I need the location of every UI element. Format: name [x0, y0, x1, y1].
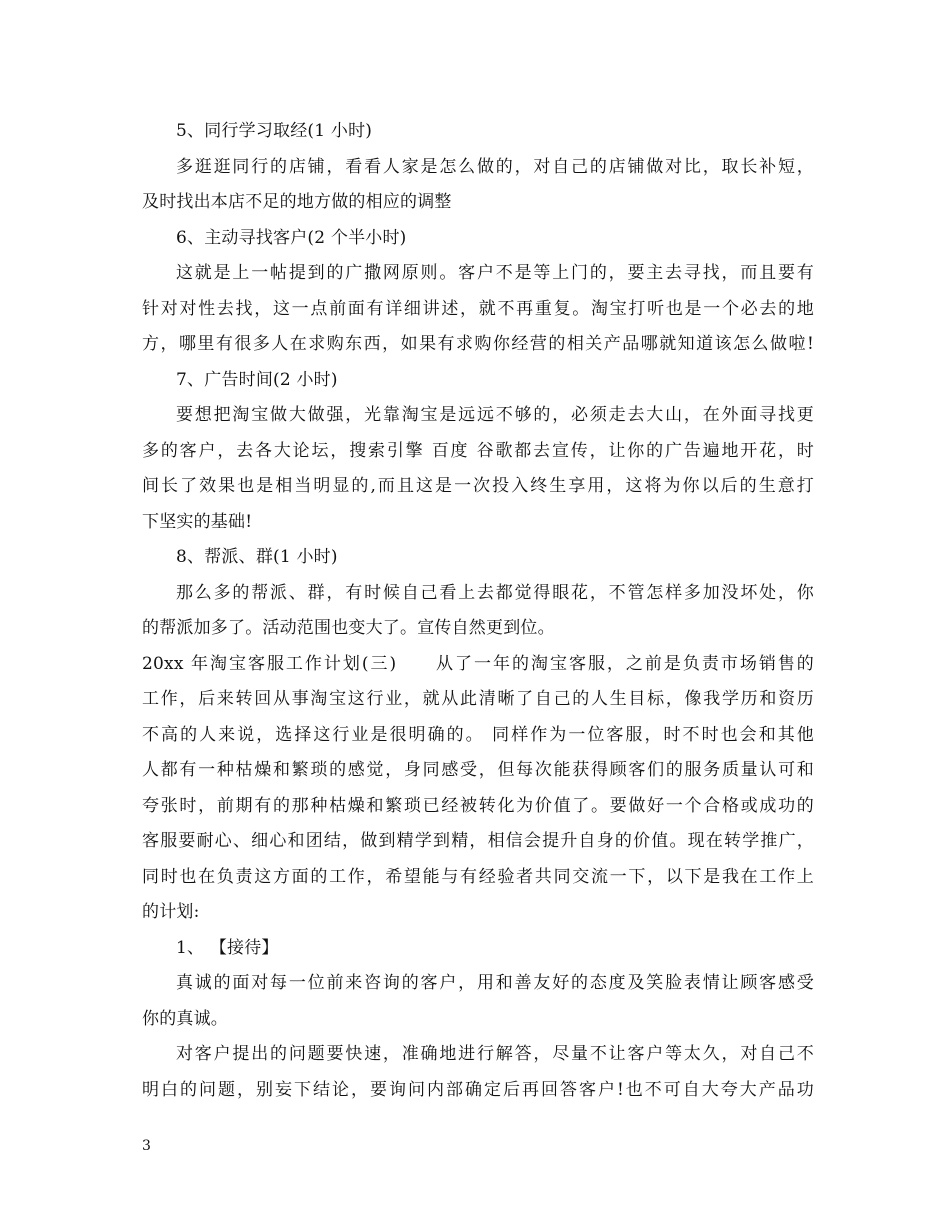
paragraph-line: 的计划: — [142, 902, 200, 922]
paragraph-line: 人都有一种枯燥和繁琐的感觉，身同感受，但每次能获得顾客们的服务质量认可和 — [142, 760, 814, 780]
paragraph-line: 的帮派加多了。活动范围也变大了。宣传自然更到位。 — [142, 618, 555, 638]
paragraph-line: 不高的人来说，选择这行业是很明确的。 同样作为一位客服，时不时也会和其他 — [142, 724, 814, 745]
section-heading-8: 8、帮派、群(1 小时) — [176, 547, 338, 567]
paragraph-line: 这就是上一帖提到的广撒网原则。客户不是等上门的，要主去寻找，而且要有 — [176, 263, 814, 283]
section-heading-6: 6、主动寻找客户(2 个半小时) — [176, 227, 407, 248]
paragraph-line: 明白的问题，别妄下结论，要询问内部确定后再回答客户!也不可自大夸大产品功 — [142, 1079, 814, 1100]
paragraph-line: 那么多的帮派、群，有时候自己看上去都觉得眼花，不管怎样多加没坏处，你 — [176, 582, 814, 603]
paragraph-line: 多的客户，去各大论坛，搜索引擎 百度 谷歌都去宣传，让你的广告遍地开花，时 — [142, 440, 814, 461]
page-number: 3 — [142, 1138, 151, 1154]
document-body — [142, 114, 814, 1108]
paragraph-line: 同时也在负责这方面的工作，希望能与有经验者共同交流一下，以下是我在工作上 — [142, 866, 814, 887]
paragraph-line: 下坚实的基础! — [142, 511, 253, 532]
section-heading-7: 7、广告时间(2 小时) — [176, 369, 338, 390]
paragraph-line: 对客户提出的问题要快速，准确地进行解答，尽量不让客户等太久，对自己不 — [176, 1044, 814, 1064]
paragraph-line: 及时找出本店不足的地方做的相应的调整 — [142, 192, 452, 212]
paragraph-line: 针对对性去找，这一点前面有详细讲述，就不再重复。淘宝打听也是一个必去的地 — [142, 298, 814, 319]
paragraph-line: 你的真诚。 — [142, 1008, 228, 1029]
paragraph-line: 真诚的面对每一位前来咨询的客户，用和善友好的态度及笑脸表情让顾客感受 — [176, 973, 814, 993]
reception-heading: 1、 【接待】 — [176, 937, 279, 958]
paragraph-line: 方，哪里有很多人在求购东西，如果有求购你经营的相关产品哪就知道该怎么做啦! — [142, 334, 814, 354]
paragraph-line: 客服要耐心、细心和团结，做到精学到精，相信会提升自身的价值。现在转学推广， — [142, 831, 814, 851]
paragraph-line: 要想把淘宝做大做强，光靠淘宝是远远不够的，必须走去大山，在外面寻找更 — [176, 405, 814, 425]
paragraph-line: 工作，后来转回从事淘宝这行业，就从此清晰了自己的人生目标，像我学历和资历 — [142, 689, 814, 709]
paragraph-line: 夸张时，前期有的那种枯燥和繁琐已经被转化为价值了。要做好一个合格或成功的 — [142, 795, 814, 816]
section-heading-5: 5、同行学习取经(1 小时) — [176, 121, 373, 141]
paragraph-line: 间长了效果也是相当明显的,而且这是一次投入终生享用，这将为你以后的生意打 — [142, 476, 814, 496]
section-title-line: 20xx 年淘宝客服工作计划(三) 从了一年的淘宝客服，之前是负责市场销售的 — [142, 653, 814, 674]
paragraph-line: 多逛逛同行的店铺，看看人家是怎么做的，对自己的店铺做对比，取长补短， — [176, 156, 814, 177]
